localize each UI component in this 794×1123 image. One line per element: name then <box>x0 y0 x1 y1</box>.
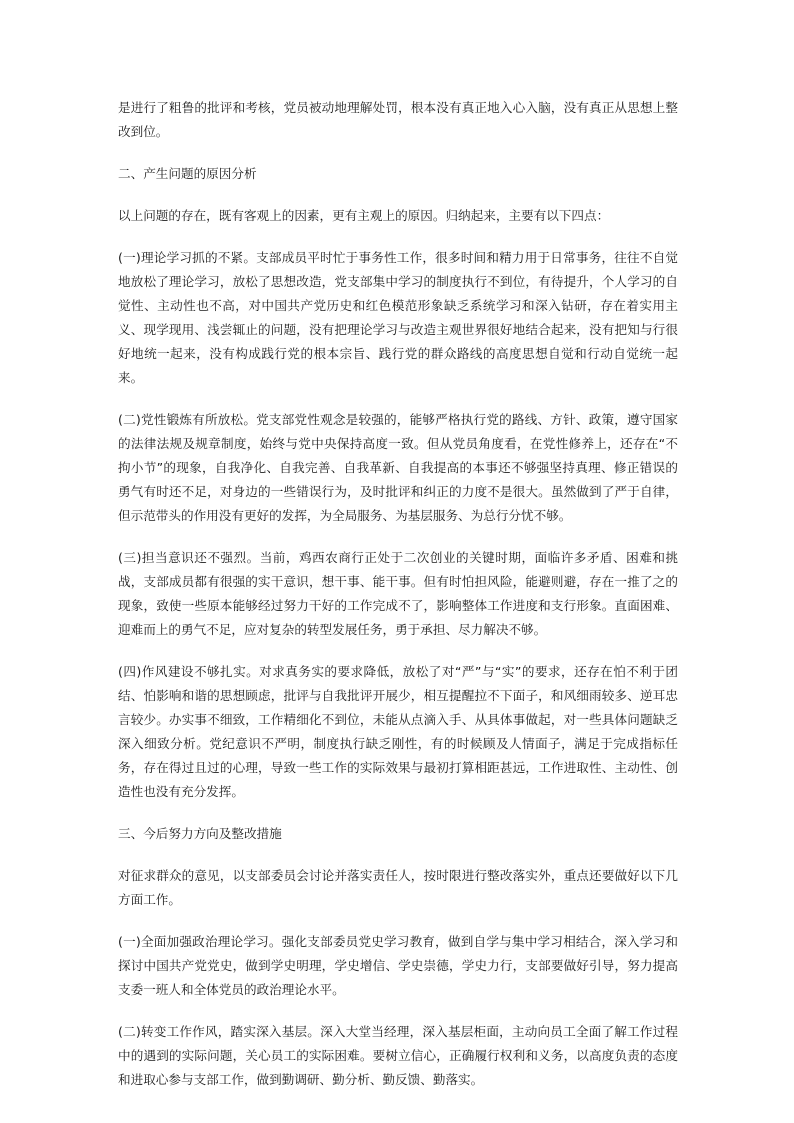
paragraph-measure-1: (一)全面加强政治理论学习。强化支部委员党史学习教育，做到自学与集中学习相结合，深入学习和探讨中国共产党党史，做到学史明理，学史增信、学史崇德，学史力行，支部要做好引导，努力提高支委一班人和全体党员的政治理论水平。 <box>118 934 678 997</box>
section-heading-measures: 三、今后努力方向及整改措施 <box>118 826 282 841</box>
paragraph-measure-2: (二)转变工作作风，踏实深入基层。深入大堂当经理，深入基层柜面，主动向员工全面了解工作过程中的遇到的实际问题，关心员工的实际困难。要树立信心，正确履行权利和义务，以高度负责的态度和进取心参与支部工作，做到勤调研、勤分析、勤反馈、勤落实。 <box>118 1024 678 1087</box>
document-page <box>118 96 678 1110</box>
paragraph-causes-intro: 以上问题的存在，既有客观上的因素，更有主观上的原因。归纳起来，主要有以下四点： <box>118 208 610 223</box>
section-heading-causes: 二、产生问题的原因分析 <box>118 166 257 181</box>
paragraph-measures-intro: 对征求群众的意见，以支部委员会讨论并落实责任人，按时限进行整改落实外，重点还要做好以下几方面工作。 <box>118 868 678 907</box>
paragraph-continuation: 是进行了粗鲁的批评和考核，党员被动地理解处罚，根本没有真正地入心入脑，没有真正从思想上整改到位。 <box>118 100 678 139</box>
paragraph-cause-3: (三)担当意识还不强烈。当前，鸡西农商行正处于二次创业的关键时期，面临许多矛盾、困难和挑战，支部成员都有很强的实干意识，想干事、能干事。但有时怕担风险，能避则避，存在一推了之的现象，致使一些原本能够经过努力干好的工作完成不了，影响整体工作进度和支行形象。直面困难、迎难而上的勇气不足，应对复杂的转型发展任务，勇于承担、尽力解决不够。 <box>118 550 678 637</box>
paragraph-cause-1: (一)理论学习抓的不紧。支部成员平时忙于事务性工作，很多时间和精力用于日常事务，往往不自觉地放松了理论学习，放松了思想改造，党支部集中学习的制度执行不到位，有待提升，个人学习的自觉性、主动性也不高，对中国共产党历史和红色模范形象缺乏系统学习和深入钻研，存在着实用主义、现学现用、浅尝辄止的问题，没有把理论学习与改造主观世界很好地结合起来，没有把知与行很好地统一起来，没有构成践行党的根本宗旨、践行党的群众路线的高度思想自觉和行动自觉统一起来。 <box>118 250 678 385</box>
paragraph-cause-2: (二)党性锻炼有所放松。党支部党性观念是较强的，能够严格执行党的路线、方针、政策，遵守国家的法律法规及规章制度，始终与党中央保持高度一致。但从党员角度看，在党性修养上，还存在“不拘小节”的现象，自我净化、自我完善、自我革新、自我提高的本事还不够强坚持真理、修正错误的勇气有时还不足，对身边的一些错误行为，及时批评和纠正的力度不是很大。虽然做到了严于自律，但示范带头的作用没有更好的发挥，为全局服务、为基层服务、为总行分忧不够。 <box>118 412 678 523</box>
paragraph-cause-4: (四)作风建设不够扎实。对求真务实的要求降低，放松了对“严”与“实”的要求，还存在怕不利于团结、怕影响和谐的思想顾虑，批评与自我批评开展少，相互提醒拉不下面子，和风细雨较多、逆耳忠言较少。办实事不细致，工作精细化不到位，未能从点滴入手、从具体事做起，对一些具体问题缺乏深入细致分析。党纪意识不严明，制度执行缺乏刚性，有的时候顾及人情面子，满足于完成指标任务，存在得过且过的心理，导致一些工作的实际效果与最初打算相距甚远，工作进取性、主动性、创造性也没有充分发挥。 <box>118 664 678 799</box>
